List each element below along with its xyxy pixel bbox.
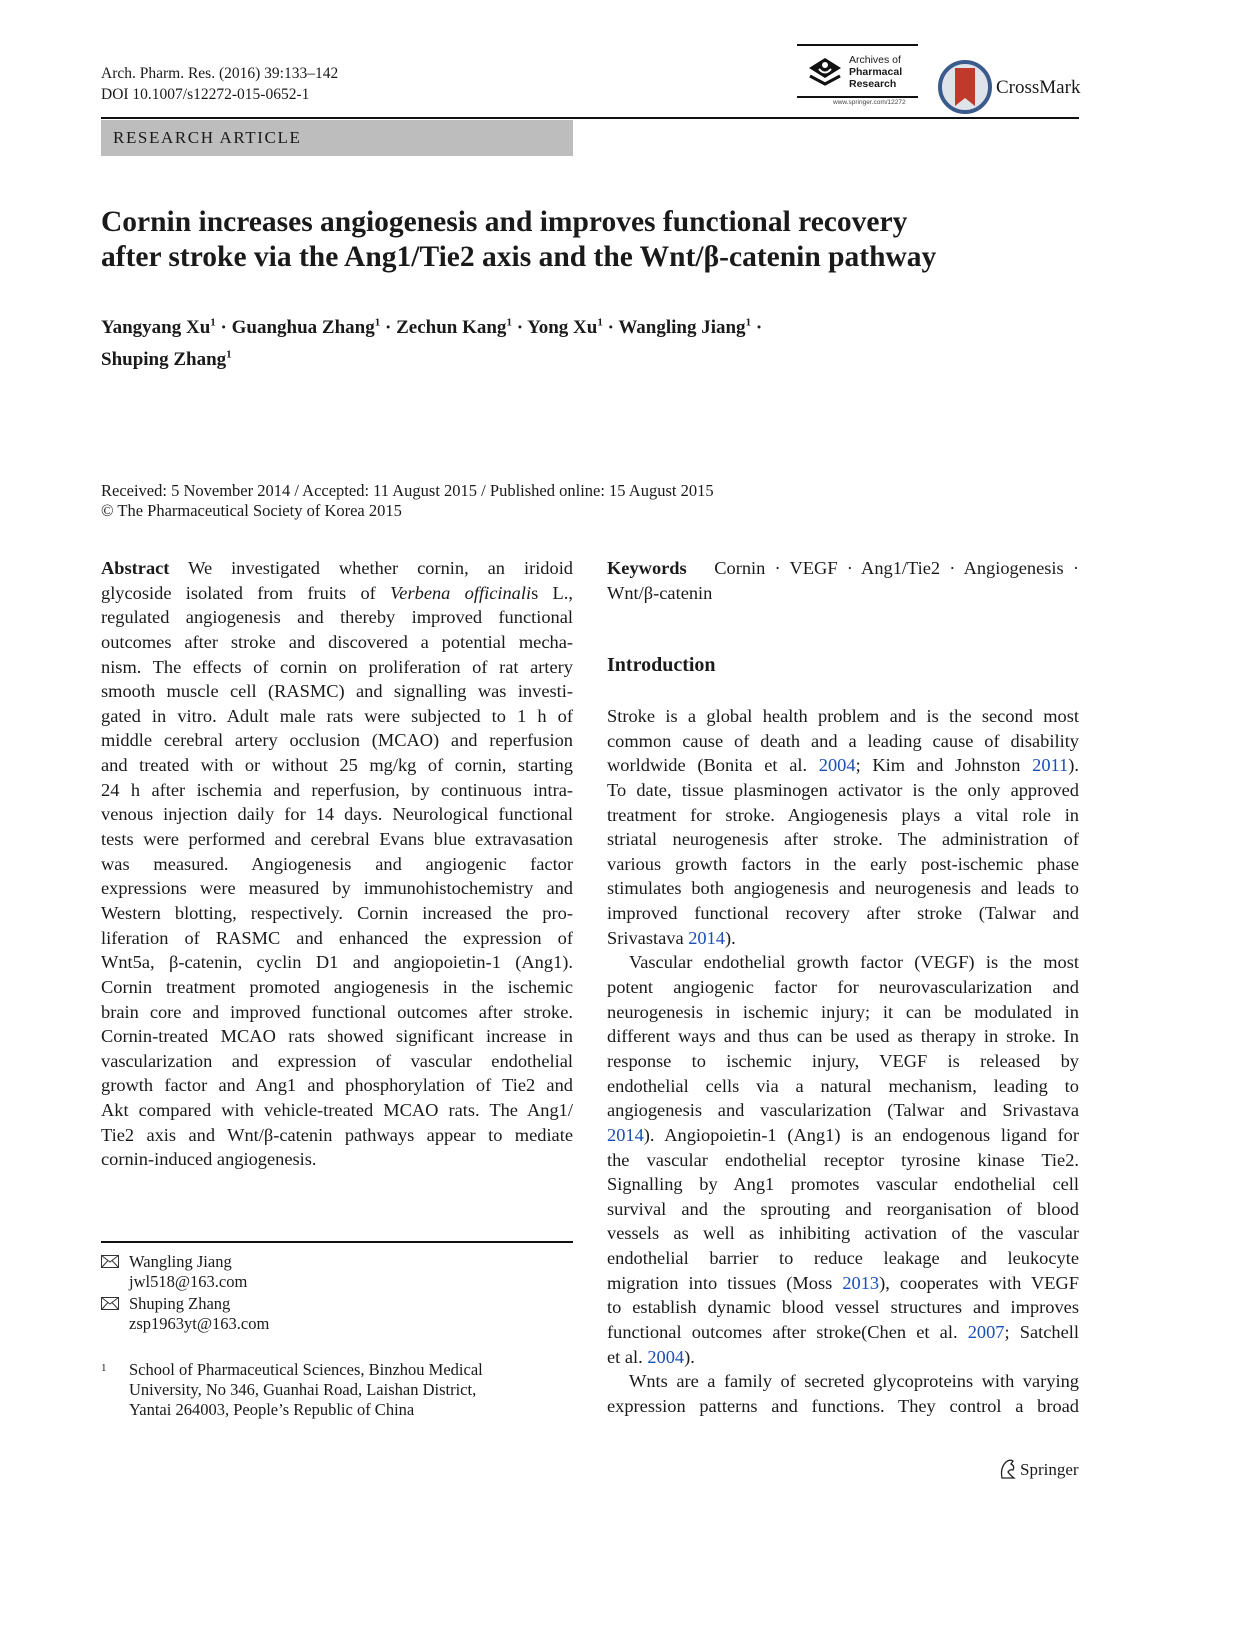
text-run: treatment for stroke. Angiogenesis plays a vital role in xyxy=(607,804,1079,825)
text-line xyxy=(101,581,573,606)
text-run: Cornin-treated MCAO rats showed significant increase in xyxy=(101,1026,573,1047)
text-run: various growth factors in the early post-ischemic phase xyxy=(607,853,1079,874)
text-run: brain core and improved functional outcomes after stroke. xyxy=(101,1001,573,1022)
affiliation-line: School of Pharmaceutical Sciences, Binzhou Medical xyxy=(129,1360,483,1379)
text-run: endothelial cells via a natural mechanism, leading to xyxy=(607,1075,1079,1096)
keywords-list: Wnt/β-catenin xyxy=(607,582,713,603)
text-run: gated in vitro. Adult male rats were subjected to 1 h of xyxy=(101,705,573,726)
author-separator: · xyxy=(602,317,619,339)
text-run: Vascular endothelial growth factor (VEGF) is the most xyxy=(629,952,1079,973)
citation-link[interactable]: 2014 xyxy=(688,927,725,948)
text-line xyxy=(607,1123,1079,1148)
paragraph xyxy=(607,950,1079,1369)
springer-logo xyxy=(998,1458,1079,1485)
citation-link[interactable]: 2011 xyxy=(1032,755,1069,776)
text-run: stimulates both angiogenesis and neurogenesis and leads to xyxy=(607,878,1079,899)
text-line xyxy=(607,1074,1079,1099)
footnote-rule xyxy=(101,1241,573,1243)
text-run: expressions were measured by immunohistochemistry and xyxy=(101,878,573,899)
text-line xyxy=(607,704,1079,729)
text-line xyxy=(607,1049,1079,1074)
author-name: Wangling Jiang xyxy=(618,317,746,339)
text-line xyxy=(607,778,1079,803)
doi-line: DOI 10.1007/s12272-015-0652-1 xyxy=(101,86,310,103)
text-line xyxy=(607,1345,1079,1370)
text-run: improved functional recovery after stroke (Talwar and xyxy=(607,903,1079,924)
citation-line: Arch. Pharm. Res. (2016) 39:133–142 xyxy=(101,65,339,82)
text-line xyxy=(101,704,573,729)
text-run: To date, tissue plasminogen activator is the only approved xyxy=(607,779,1079,800)
text-run: and treated with or without 25 mg/kg of cornin, starting xyxy=(101,755,573,776)
text-line xyxy=(607,1320,1079,1345)
author-name: Guanghua Zhang xyxy=(231,317,375,339)
author-name: Yangyang Xu xyxy=(101,317,211,339)
author-list xyxy=(101,310,762,373)
logo-url: www.springer.com/12272 xyxy=(833,99,906,106)
text-run: Western blotting, respectively. Cornin increased the pro- xyxy=(101,902,573,923)
text-run: cornin-induced angiogenesis. xyxy=(101,1149,317,1170)
text-run: ). xyxy=(725,927,736,948)
affiliation-line: Yantai 264003, People’s Republic of China xyxy=(129,1400,415,1419)
text-line xyxy=(607,1197,1079,1222)
text-run: the vascular endothelial receptor tyrosine kinase Tie2. xyxy=(607,1149,1079,1170)
text-line xyxy=(101,901,573,926)
text-run: ). xyxy=(1068,755,1079,776)
text-run: was measured. Angiogenesis and angiogenic factor xyxy=(101,853,573,874)
text-run: response to ischemic injury, VEGF is released by xyxy=(607,1050,1079,1071)
text-line xyxy=(101,728,573,753)
logo-line-1: Archives of xyxy=(849,54,901,66)
text-run: Stroke is a global health problem and is the second most xyxy=(607,706,1079,726)
author[interactable] xyxy=(101,317,216,338)
text-line xyxy=(101,753,573,778)
title-line: Cornin increases angiogenesis and improves functional recovery xyxy=(101,206,908,238)
logo-line-3: Research xyxy=(849,78,897,90)
text-line xyxy=(101,1000,573,1025)
keywords-list: Cornin · VEGF · Ang1/Tie2 · Angiogenesis · xyxy=(714,558,1079,578)
text-line xyxy=(607,1172,1079,1197)
text-run: tests were performed and cerebral Evans blue extravasation xyxy=(101,829,573,850)
text-line xyxy=(101,975,573,1000)
article-title xyxy=(101,205,1081,275)
paragraph xyxy=(607,1369,1079,1418)
affiliation-mark: 1 xyxy=(101,1362,107,1374)
text-line xyxy=(607,926,1079,951)
author-name: Yong Xu xyxy=(527,317,598,339)
logo-line-2: Pharmacal xyxy=(849,66,903,78)
text-line xyxy=(101,926,573,951)
text-run: et al. xyxy=(607,1346,648,1367)
text-run: ). Angiopoietin-1 (Ang1) is an endogenous ligand for xyxy=(643,1124,1079,1145)
text-line xyxy=(607,1098,1079,1123)
text-line xyxy=(607,901,1079,926)
text-line xyxy=(101,630,573,655)
text-run: Cornin treatment promoted angiogenesis in the ischemic xyxy=(101,976,573,997)
introduction-body xyxy=(607,704,1079,1419)
citation-link[interactable]: 2004 xyxy=(818,755,856,776)
text-run: nism. The effects of cornin on proliferation of rat artery xyxy=(101,656,573,677)
text-line xyxy=(101,1098,573,1123)
paragraph xyxy=(607,704,1079,950)
text-line xyxy=(101,605,573,630)
citation-link[interactable]: 2014 xyxy=(607,1124,644,1145)
author-affiliation-mark: 1 xyxy=(374,317,381,329)
author-affiliation-mark: 1 xyxy=(210,317,216,329)
author-separator: · xyxy=(751,317,763,339)
author-affiliation-mark: 1 xyxy=(226,348,232,361)
text-line xyxy=(101,950,573,975)
text-line xyxy=(101,1073,573,1098)
text-line xyxy=(101,1147,573,1172)
text-line xyxy=(101,679,573,704)
author-affiliation-mark: 1 xyxy=(745,317,752,329)
text-line xyxy=(607,1394,1079,1419)
article-dates xyxy=(101,481,714,521)
corresponding-name: Shuping Zhang xyxy=(129,1294,231,1313)
citation-link[interactable]: 2007 xyxy=(967,1322,1005,1343)
text-line xyxy=(101,556,573,581)
citation-link[interactable]: 2013 xyxy=(842,1272,880,1293)
text-line xyxy=(607,1024,1079,1049)
text-run: Tie2 axis and Wnt/β-catenin pathways appear to mediate xyxy=(101,1124,573,1145)
crossmark-badge[interactable] xyxy=(938,60,1081,119)
text-run: growth factor and Ang1 and phosphorylation of Tie2 and xyxy=(101,1075,573,1096)
text-line xyxy=(101,778,573,803)
text-run: venous injection daily for 14 days. Neurological functional xyxy=(101,804,573,825)
title-line: after stroke via the Ang1/Tie2 axis and the Wnt/β-catenin pathway xyxy=(101,241,937,273)
text-run: ). xyxy=(684,1346,695,1367)
text-line xyxy=(607,852,1079,877)
author-name: Shuping Zhang xyxy=(101,348,227,370)
corresponding-name: Wangling Jiang xyxy=(129,1252,232,1271)
italic-text: Verbena officinali xyxy=(390,582,532,603)
text-run: potent angiogenic factor for neurovascularization and xyxy=(607,977,1079,998)
text-run: striatal neurogenesis after stroke. The administration of xyxy=(607,829,1079,850)
logo-rule xyxy=(797,44,918,46)
email-link[interactable]: jwl518@163.com xyxy=(129,1272,248,1291)
text-run: middle cerebral artery occlusion (MCAO) and reperfusion xyxy=(101,730,573,751)
history-dates: Received: 5 November 2014 / Accepted: 11 August 2015 / Published online: 15 August 2015 xyxy=(101,481,714,500)
author[interactable] xyxy=(618,317,751,338)
section-band xyxy=(101,120,573,156)
author[interactable] xyxy=(396,317,512,338)
copyright: © The Pharmaceutical Society of Korea 2015 xyxy=(101,501,402,520)
text-run: We investigated whether cornin, an iridoid xyxy=(169,558,573,578)
text-line xyxy=(101,1049,573,1074)
text-line xyxy=(101,1024,573,1049)
abstract-label: Abstract xyxy=(101,558,170,578)
text-line xyxy=(607,1000,1079,1025)
text-run: worldwide (Bonita et al. xyxy=(607,755,819,776)
springer-horse-icon xyxy=(998,1458,1018,1480)
text-line xyxy=(607,876,1079,901)
text-line xyxy=(607,950,1079,975)
text-run: Srivastava xyxy=(607,927,689,948)
text-run: angiogenesis and vascularization (Talwar and Srivastava xyxy=(607,1100,1079,1121)
citation-link[interactable]: 2004 xyxy=(647,1346,685,1367)
text-line xyxy=(607,753,1079,778)
abstract xyxy=(101,556,573,1172)
text-run: Signalling by Ang1 promotes vascular endothelial cell xyxy=(607,1174,1079,1195)
text-line xyxy=(607,1148,1079,1173)
book-icon xyxy=(807,56,843,86)
logo-rule xyxy=(797,96,918,98)
text-line xyxy=(101,852,573,877)
text-line xyxy=(101,876,573,901)
text-run: 24 h after ischemia and reperfusion, by continuous intra- xyxy=(101,779,573,800)
author-separator: · xyxy=(511,317,528,339)
text-line xyxy=(607,975,1079,1000)
author-affiliation-mark: 1 xyxy=(506,317,512,329)
text-line xyxy=(607,1221,1079,1246)
author-name: Zechun Kang xyxy=(396,317,507,339)
text-run: smooth muscle cell (RASMC) and signalling was investi- xyxy=(101,681,573,702)
text-run: survival and the sprouting and reorganisation of blood xyxy=(607,1198,1079,1219)
text-line xyxy=(607,1295,1079,1320)
text-line xyxy=(101,1123,573,1148)
text-run: to establish dynamic blood vessel structures and improves xyxy=(607,1297,1079,1318)
text-run: s L., xyxy=(531,582,573,603)
article-type: RESEARCH ARTICLE xyxy=(113,128,302,147)
email-link[interactable]: zsp1963yt@163.com xyxy=(129,1314,270,1333)
text-line xyxy=(607,827,1079,852)
envelope-icon xyxy=(101,1255,119,1268)
text-run: common cause of death and a leading cause of disability xyxy=(607,730,1079,751)
section-heading: Introduction xyxy=(607,654,716,676)
text-line xyxy=(607,1369,1079,1394)
affiliation-line: University, No 346, Guanhai Road, Laishan District, xyxy=(129,1380,477,1399)
author[interactable] xyxy=(101,349,232,370)
text-run: different ways and thus can be used as therapy in stroke. In xyxy=(607,1026,1079,1047)
text-run: regulated angiogenesis and thereby improved functional xyxy=(101,607,573,628)
header-rule xyxy=(101,117,1079,119)
text-run: glycoside isolated from fruits of xyxy=(101,582,391,603)
author-affiliation-mark: 1 xyxy=(597,317,603,329)
text-line xyxy=(607,1246,1079,1271)
keywords xyxy=(607,556,1079,605)
keywords-label: Keywords xyxy=(607,558,687,578)
author-separator: · xyxy=(380,317,397,339)
text-run: neurogenesis in ischemic injury; it can be modulated in xyxy=(607,1001,1079,1022)
text-run: outcomes after stroke and discovered a potential mecha- xyxy=(101,631,573,652)
text-run: ; Kim and Johnston xyxy=(855,755,1033,776)
text-run: Wnts are a family of secreted glycoproteins with varying xyxy=(629,1371,1079,1392)
text-run: Wnt5a, β-catenin, cyclin D1 and angiopoietin-1 (Ang1). xyxy=(101,952,573,973)
text-run: vessels as well as inhibiting activation of the vascular xyxy=(607,1223,1079,1244)
journal-citation xyxy=(101,63,338,105)
author[interactable] xyxy=(232,317,381,338)
crossmark-label: CrossMark xyxy=(996,77,1081,98)
text-line xyxy=(607,1271,1079,1296)
text-line xyxy=(101,655,573,680)
text-line xyxy=(607,729,1079,754)
author[interactable] xyxy=(527,317,603,338)
text-line xyxy=(101,802,573,827)
envelope-icon xyxy=(101,1297,119,1310)
text-run: liferation of RASMC and enhanced the expression of xyxy=(101,927,573,948)
text-run: functional outcomes after stroke(Chen et al. xyxy=(607,1322,968,1343)
crossmark-icon xyxy=(938,60,992,114)
text-run: ; Satchell xyxy=(1004,1322,1079,1343)
text-run: vascularization and expression of vascular endothelial xyxy=(101,1050,573,1071)
text-run: Akt compared with vehicle-treated MCAO rats. The Ang1/ xyxy=(101,1100,573,1121)
text-run: ), cooperates with VEGF xyxy=(879,1272,1080,1293)
publisher-name: Springer xyxy=(1020,1460,1079,1479)
text-line xyxy=(607,803,1079,828)
journal-logo xyxy=(797,44,918,108)
author-separator: · xyxy=(215,317,232,339)
text-line xyxy=(101,827,573,852)
text-run: expression patterns and functions. They control a broad xyxy=(607,1395,1079,1416)
text-run: migration into tissues (Moss xyxy=(607,1272,843,1293)
text-run: endothelial barrier to reduce leakage and leukocyte xyxy=(607,1248,1079,1269)
